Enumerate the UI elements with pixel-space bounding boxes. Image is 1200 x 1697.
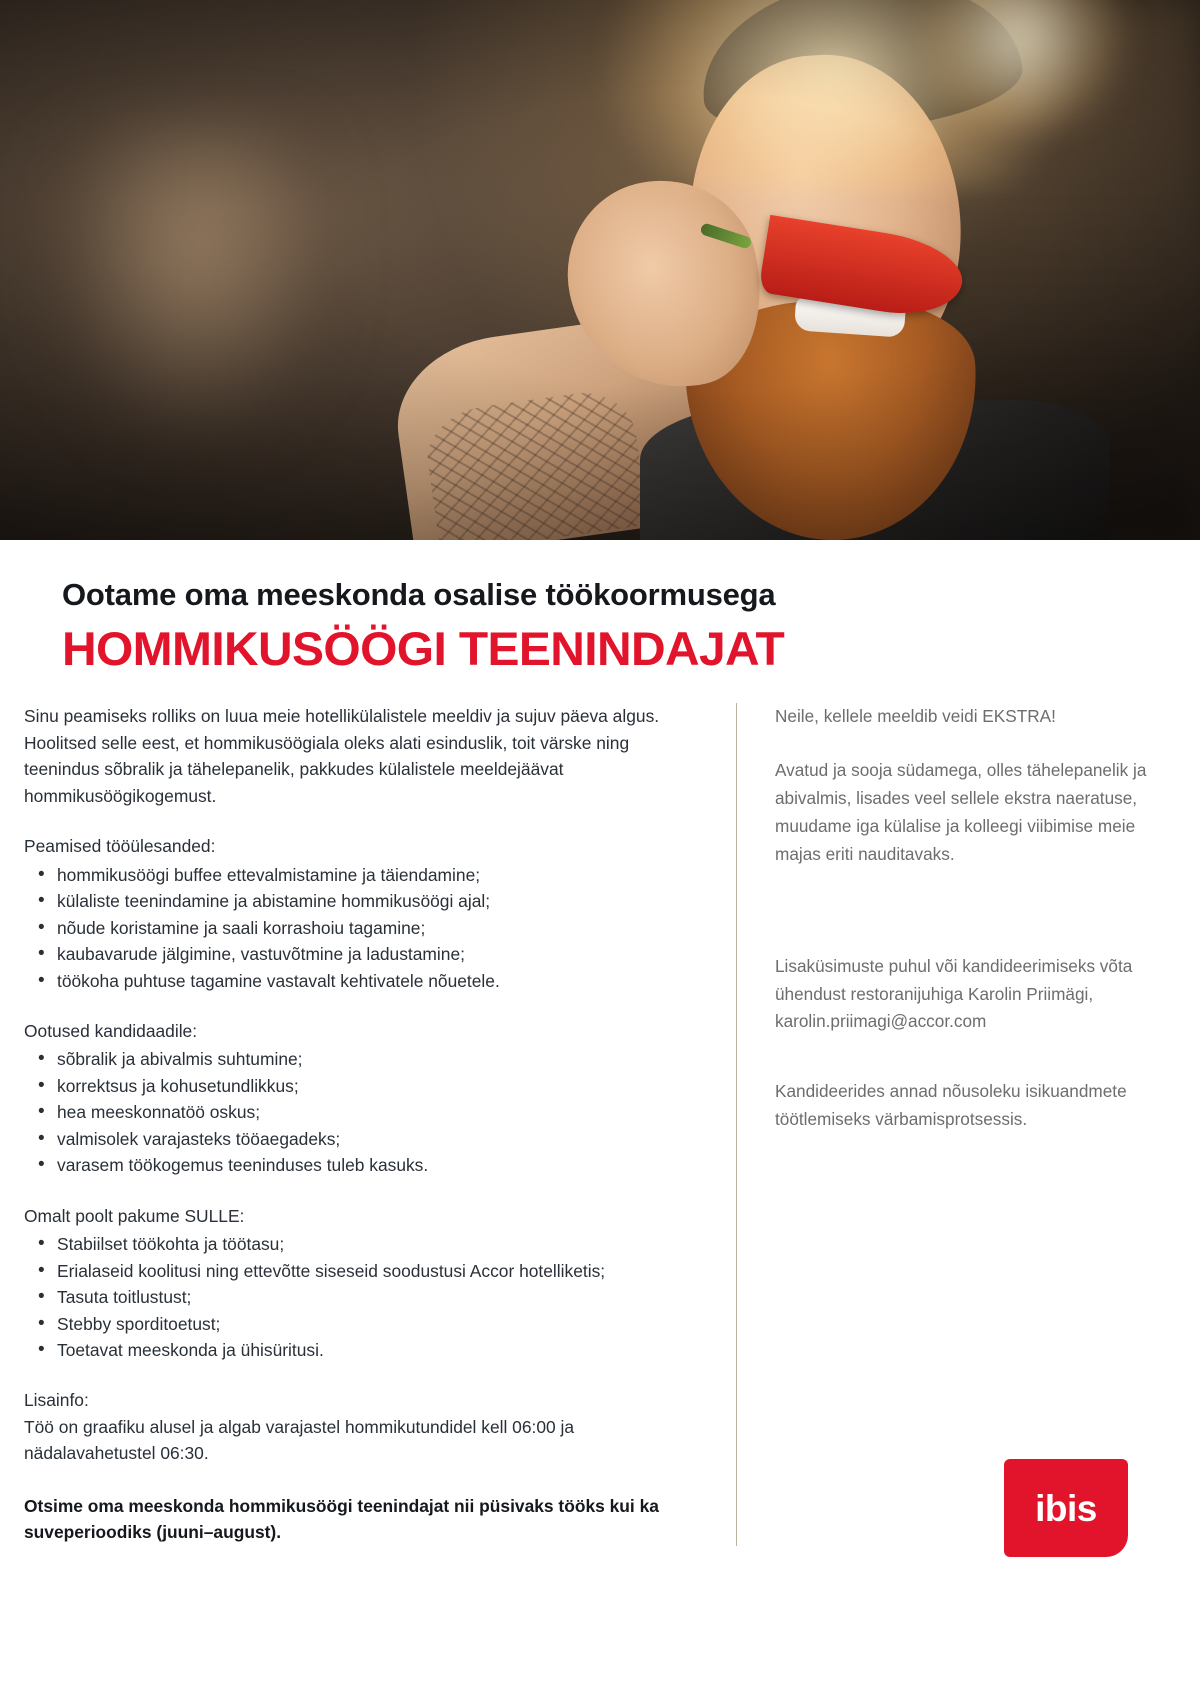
tasks-block	[24, 833, 708, 994]
intro-paragraph: Sinu peamiseks rolliks on luua meie hotellikülalistele meeldiv ja sujuv päeva algus. Hoolitsed selle eest, et hommikusöögiala oleks alati esinduslik, toit värske ning teenindus sõbralik ja tähelepanelik, pakkudes külalistele meeldejäävat hommikusöögikogemust.	[24, 706, 660, 806]
list-item: • hommikusöögi buffee ettevalmistamine ja täiendamine;	[24, 862, 708, 888]
offer-block	[24, 1203, 708, 1364]
list-item: • külaliste teenindamine ja abistamine hommikusöögi ajal;	[24, 888, 708, 914]
list-item: • Toetavat meeskonda ja ühisüritusi.	[24, 1337, 708, 1363]
list-item: • varasem töökogemus teeninduses tuleb kasuks.	[24, 1152, 708, 1178]
offer-list	[24, 1231, 708, 1363]
list-item: • valmisolek varajasteks tööaegadeks;	[24, 1126, 708, 1152]
tasks-heading: Peamised tööülesanded:	[24, 836, 216, 857]
list-item: • hea meeskonnatöö oskus;	[24, 1099, 708, 1125]
list-item: • Tasuta toitlustust;	[24, 1284, 708, 1310]
list-item: • Stebby sporditoetust;	[24, 1311, 708, 1337]
closing-statement: Otsime oma meeskonda hommikusöögi teenindajat nii püsivaks tööks kui ka suveperioodiks (juuni–august).	[24, 1495, 659, 1543]
expectations-heading: Ootused kandidaadile:	[24, 1020, 198, 1041]
list-item: • korrektsus ja kohusetundlikkus;	[24, 1073, 708, 1099]
info-heading: Lisainfo:	[24, 1390, 89, 1411]
contact-info: Lisaküsimuste puhul või kandideerimiseks võta ühendust restoranijuhiga Karolin Priimägi, karolin.priimagi@accor.com	[775, 955, 1133, 1032]
hero-vignette	[0, 0, 1200, 540]
list-item: • töökoha puhtuse tagamine vastavalt kehtivatele nõuetele.	[24, 968, 708, 994]
right-column-spacer-2	[775, 1062, 1166, 1078]
ibis-logo	[1004, 1459, 1128, 1557]
headline-block	[0, 540, 1200, 676]
right-column	[736, 703, 1166, 1545]
info-text: Töö on graafiku alusel ja algab varajastel hommikutundidel kell 06:00 ja nädalavahetustel 06:30.	[24, 1416, 575, 1464]
additional-info-block	[24, 1387, 708, 1466]
hero-photo	[0, 0, 1200, 540]
content-columns	[0, 703, 1200, 1545]
list-item: • nõude koristamine ja saali korrashoiu tagamine;	[24, 915, 708, 941]
consent-note: Kandideerides annad nõusoleku isikuandmete töötlemiseks värbamisprotsessis.	[775, 1081, 1127, 1130]
list-item: • kaubavarude jälgimine, vastuvõtmine ja ladustamine;	[24, 941, 708, 967]
extra-heading: Neile, kellele meeldib veidi EKSTRA!	[775, 706, 1056, 727]
offer-heading: Omalt poolt pakume SULLE:	[24, 1205, 245, 1226]
list-item: • Erialaseid koolitusi ning ettevõtte siseseid soodustusi Accor hotelliketis;	[24, 1258, 708, 1284]
list-item: • Stabiilset töökohta ja töötasu;	[24, 1231, 708, 1257]
tasks-list	[24, 862, 708, 994]
list-item: • sõbralik ja abivalmis suhtumine;	[24, 1046, 708, 1072]
left-column	[24, 703, 736, 1545]
page-title: HOMMIKUSÖÖGI TEENINDAJAT	[62, 622, 785, 676]
headline-kicker: Ootame oma meeskonda osalise töökoormusega	[62, 577, 776, 612]
expectations-list	[24, 1046, 708, 1178]
intro-block	[24, 703, 708, 809]
expectations-block	[24, 1018, 708, 1179]
extra-body: Avatud ja sooja südamega, olles tähelepanelik ja abivalmis, lisades veel sellele ekstra naeratuse, muudame iga külalise ja kolleegi viibimise meie majas eriti nauditavaks.	[775, 760, 1147, 864]
right-column-spacer	[775, 895, 1166, 953]
ibis-logo-text: ibis	[1035, 1487, 1097, 1529]
